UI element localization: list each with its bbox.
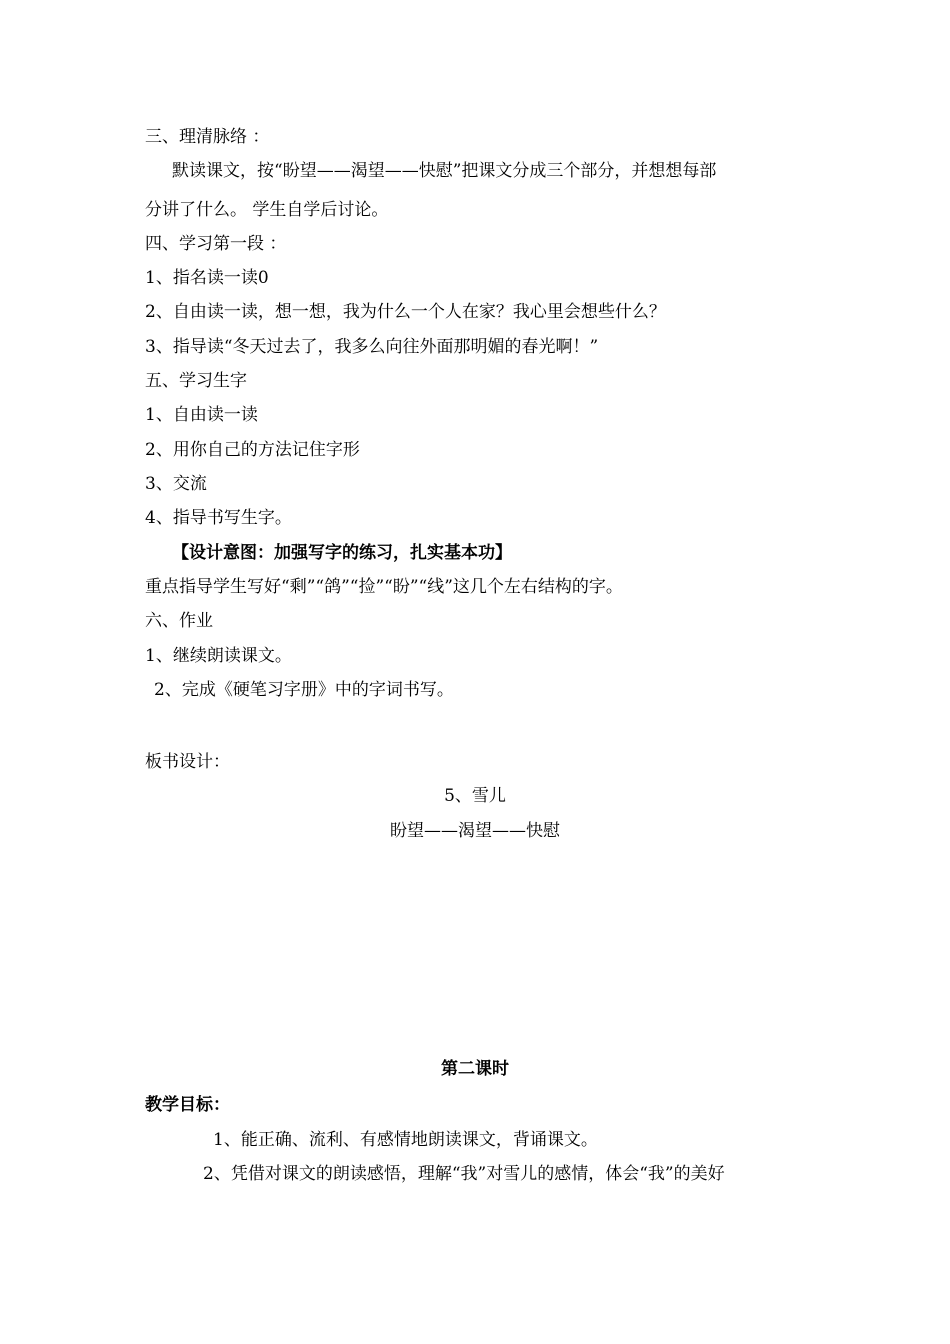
section4-item: 1、指名读一读0 bbox=[145, 268, 269, 288]
section6-item: 2、完成《硬笔习字册》中的字词书写。 bbox=[154, 680, 454, 700]
lesson2-title: 第二课时 bbox=[441, 1059, 509, 1079]
section5-item: 4、指导书写生字。 bbox=[145, 508, 292, 528]
board-flow: 盼望——渴望——快慰 bbox=[390, 821, 560, 841]
design-note: 重点指导学生写好“剩”“鸽”“捡”“盼”“线”这几个左右结构的字。 bbox=[145, 577, 623, 597]
section5-heading: 五、学习生字 bbox=[145, 371, 247, 391]
section5-item: 2、用你自己的方法记住字形 bbox=[145, 440, 360, 460]
section4-item: 2、自由读一读，想一想，我为什么一个人在家？我心里会想些什么？ bbox=[145, 302, 666, 322]
board-design-label: 板书设计： bbox=[145, 752, 230, 772]
objective-item: 2、凭借对课文的朗读感悟，理解“我”对雪儿的感情，体会“我”的美好 bbox=[203, 1164, 725, 1184]
section5-item: 3、交流 bbox=[145, 474, 207, 494]
section4-heading: 四、学习第一段 ： bbox=[145, 234, 287, 254]
section3-paragraph-line1: 默读课文，按“盼望——渴望——快慰”把课文分成三个部分，并想想每部 bbox=[172, 161, 717, 181]
objectives-label: 教学目标： bbox=[145, 1095, 230, 1115]
section4-item: 3、指导读“冬天过去了，我多么向往外面那明媚的春光啊！” bbox=[145, 337, 599, 357]
section3-heading: 三、理清脉络 ： bbox=[145, 127, 270, 147]
section6-heading: 六、作业 bbox=[145, 611, 213, 631]
section6-item: 1、继续朗读课文。 bbox=[145, 646, 292, 666]
objective-item: 1、能正确、流利、有感情地朗读课文，背诵课文。 bbox=[213, 1130, 598, 1150]
board-title: 5、雪儿 bbox=[444, 786, 506, 806]
section3-paragraph-line2: 分讲了什么。 学生自学后讨论。 bbox=[145, 200, 389, 220]
section5-item: 1、自由读一读 bbox=[145, 405, 258, 425]
design-intent: 【设计意图：加强写字的练习，扎实基本功】 bbox=[172, 543, 512, 563]
